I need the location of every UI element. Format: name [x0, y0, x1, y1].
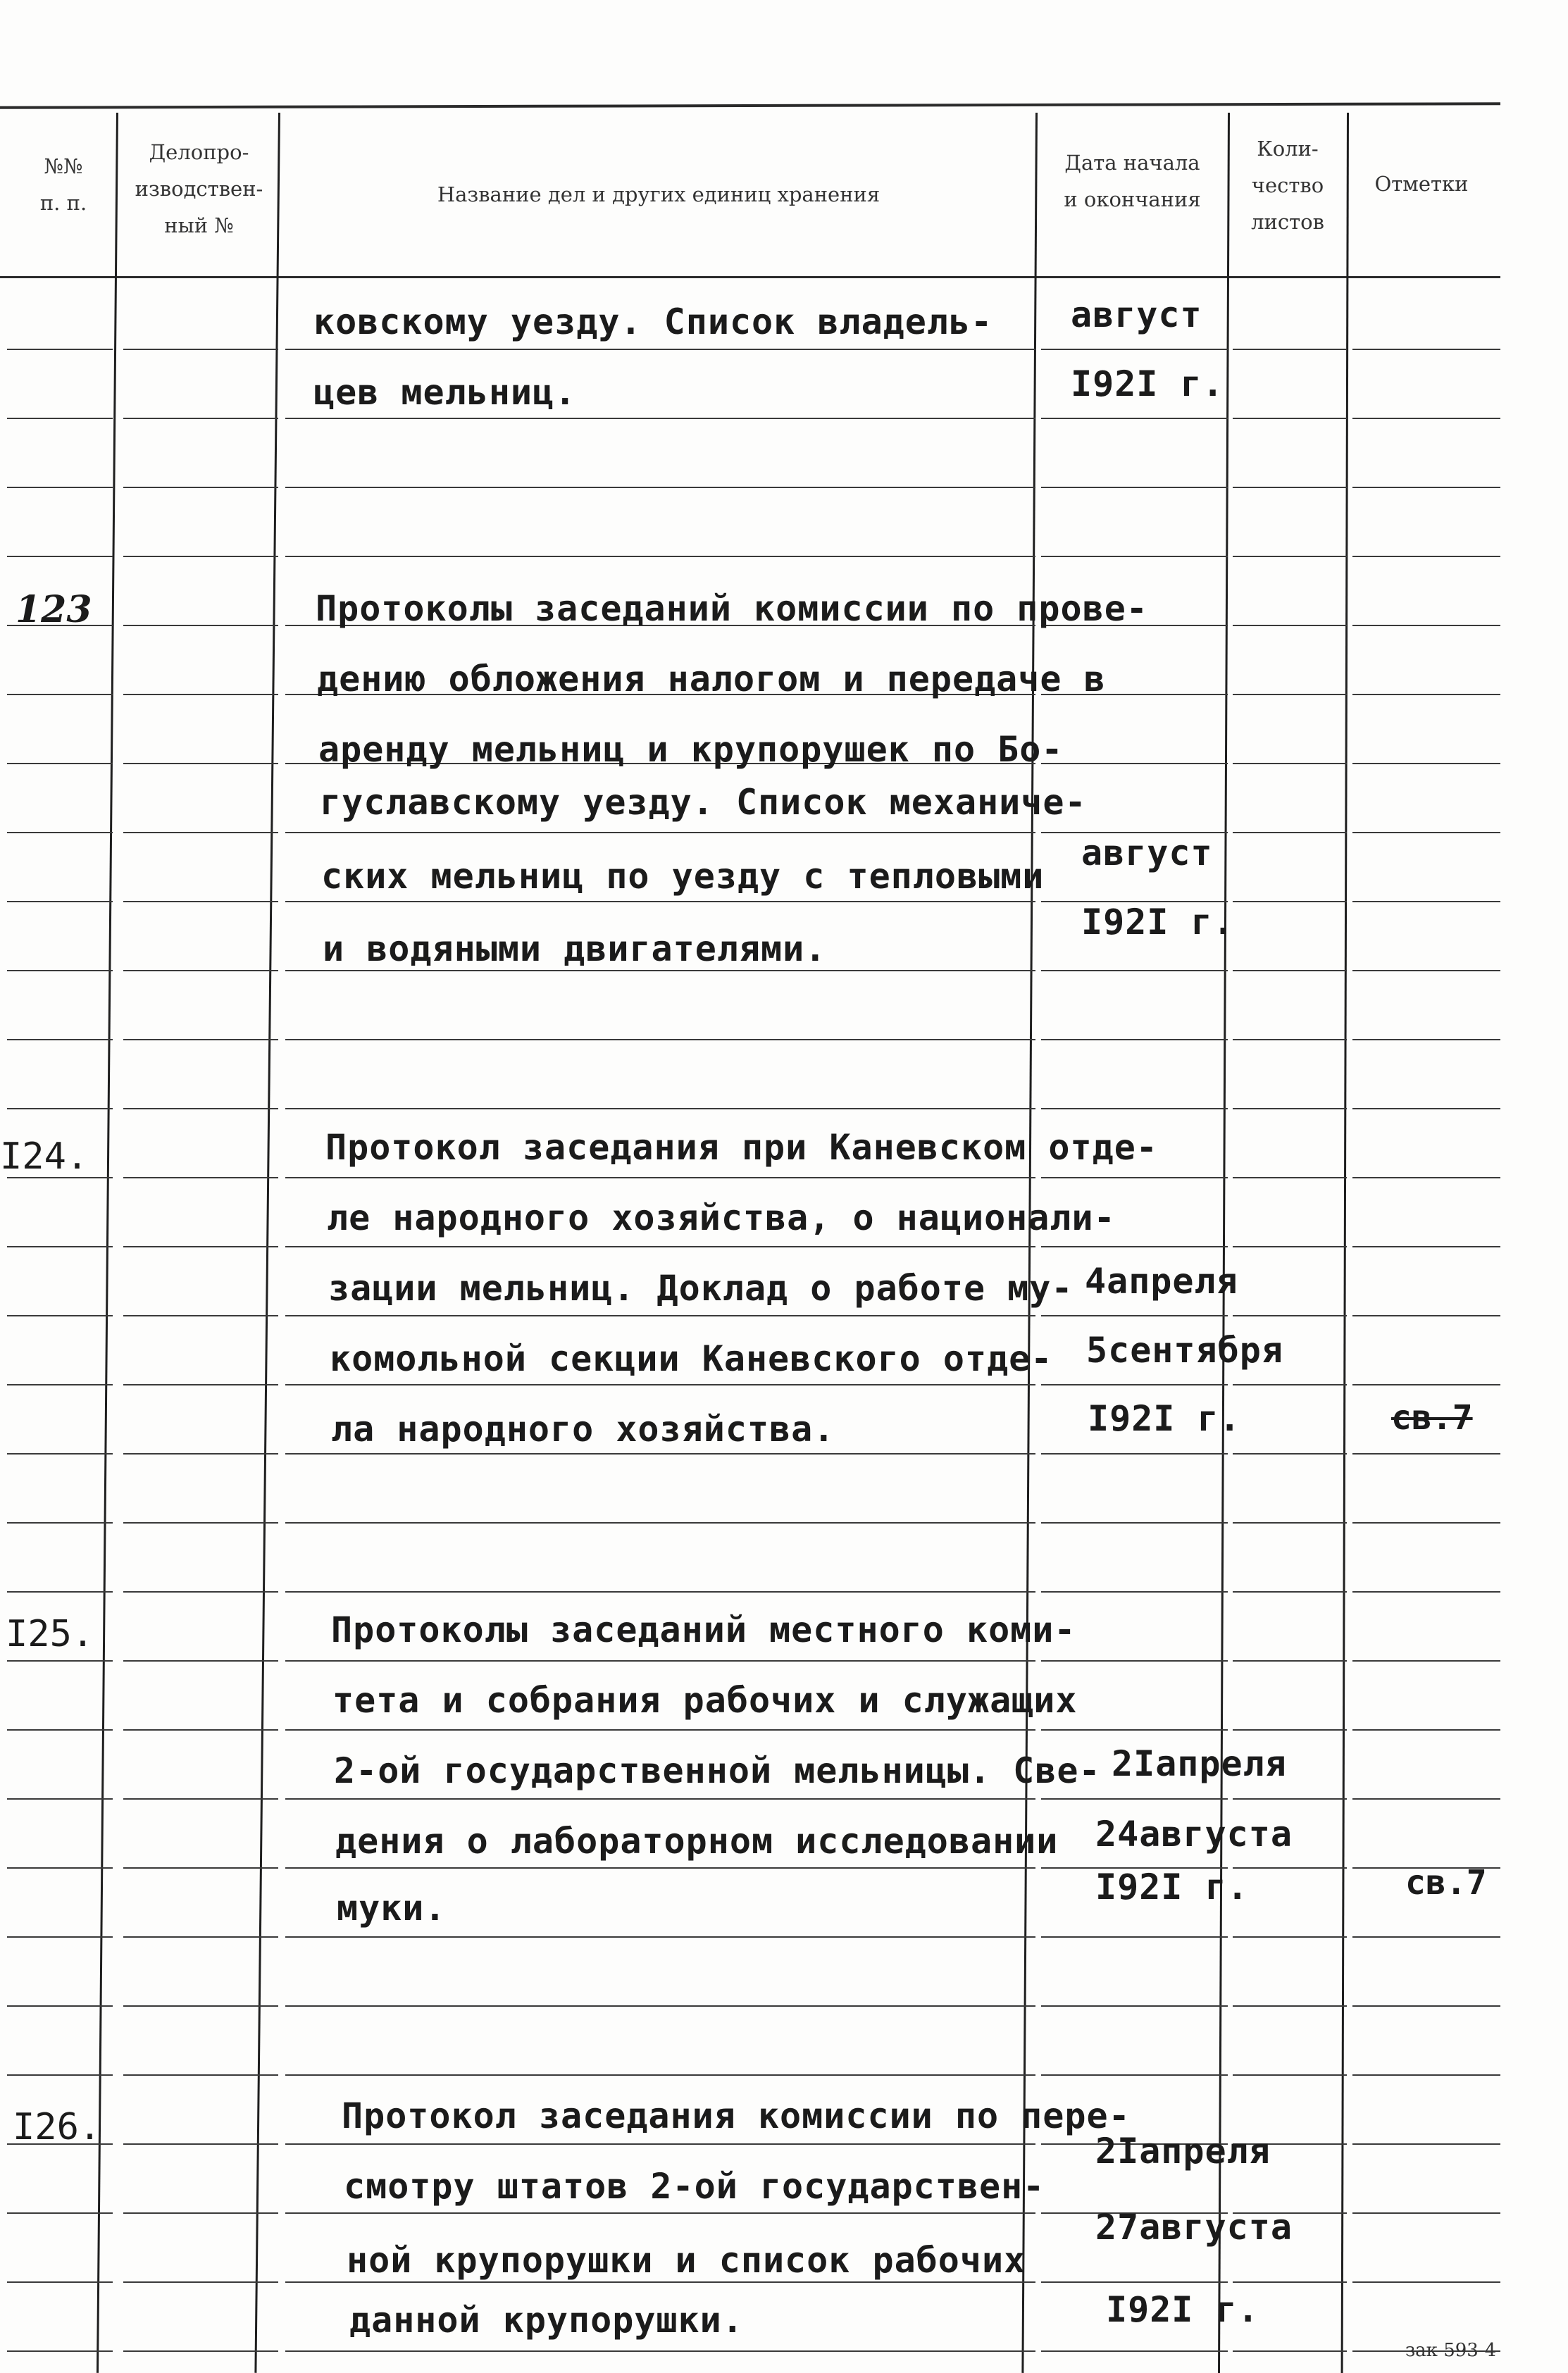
entry-123-date-2: I92I г.	[1081, 902, 1235, 942]
ruled-line	[1352, 349, 1500, 350]
ruled-line	[285, 2281, 1035, 2283]
ruled-line	[7, 1660, 113, 1662]
ruled-line	[7, 1522, 113, 1524]
ruled-line	[1233, 1177, 1347, 1178]
entry-125-line-5: муки.	[337, 1888, 447, 1929]
ruled-line	[1233, 1867, 1347, 1869]
header-col-title: Название дел и других единиц хранения	[437, 182, 881, 206]
divider-5	[1341, 113, 1349, 2373]
ruled-line	[123, 2281, 278, 2283]
ruled-line	[1041, 1246, 1228, 1247]
ruled-line	[285, 2143, 1035, 2145]
entry-126-line-4: данной крупорушки.	[349, 2300, 744, 2341]
ruled-line	[1233, 1384, 1347, 1385]
ruled-line	[285, 1039, 1035, 1040]
ruled-line	[1233, 418, 1347, 419]
entry-123-line-3: аренду мельниц и крупорушек по Бо-	[318, 729, 1064, 770]
ruled-line	[123, 2074, 278, 2076]
ruled-line	[123, 349, 278, 350]
ruled-line	[7, 418, 113, 419]
ruled-line	[285, 1522, 1035, 1524]
ruled-line	[1041, 349, 1228, 350]
ruled-line	[1352, 901, 1500, 902]
ruled-line	[1352, 625, 1500, 626]
ruled-line	[123, 1453, 278, 1455]
ruled-line	[1041, 1108, 1228, 1109]
ruled-line	[1041, 763, 1228, 764]
entry-126-line-2: смотру штатов 2-ой государствен-	[344, 2166, 1045, 2207]
ruled-line	[123, 1177, 278, 1178]
ruled-line	[1233, 2281, 1347, 2283]
ruled-line	[285, 418, 1035, 419]
ruled-line	[123, 832, 278, 833]
ruled-line	[7, 2005, 113, 2007]
ruled-line	[285, 1936, 1035, 1938]
ruled-line	[285, 1453, 1035, 1455]
ruled-line	[1041, 970, 1228, 971]
ruled-line	[7, 1867, 113, 1869]
entry-123-line-6: и водяными двигателями.	[323, 928, 827, 969]
ruled-line	[1352, 832, 1500, 833]
ruled-line	[285, 970, 1035, 971]
divider-1	[97, 113, 118, 2373]
ruled-line	[1041, 487, 1228, 488]
ruled-line	[285, 1867, 1035, 1869]
ruled-line	[285, 2350, 1035, 2352]
ruled-line	[1233, 2350, 1347, 2352]
ruled-line	[1352, 970, 1500, 971]
ruled-line	[1352, 1039, 1500, 1040]
ruled-line	[123, 694, 278, 695]
header-col-sheets: Коли- чество листов	[1251, 137, 1324, 234]
entry-123-number: 123	[15, 588, 92, 631]
ruled-line	[7, 1246, 113, 1247]
ruled-line	[123, 901, 278, 902]
ruled-line	[7, 2212, 113, 2214]
ruled-line	[123, 1591, 278, 1593]
ruled-line	[7, 901, 113, 902]
entry-126-line-3: ной крупорушки и список рабочих	[347, 2240, 1026, 2281]
ruled-line	[123, 1867, 278, 1869]
ruled-line	[7, 970, 113, 971]
ruled-line	[285, 1591, 1035, 1593]
continuation-line-1: ковскому уезду. Список владель-	[313, 301, 993, 342]
ruled-line	[123, 1522, 278, 1524]
entry-125-line-3: 2-ой государственной мельницы. Све-	[334, 1750, 1101, 1791]
ruled-line	[1352, 2005, 1500, 2007]
ruled-line	[7, 2350, 113, 2352]
ruled-line	[7, 832, 113, 833]
ruled-line	[1233, 1108, 1347, 1109]
ruled-line	[1041, 1384, 1228, 1385]
ruled-line	[123, 2005, 278, 2007]
ruled-line	[123, 1246, 278, 1247]
ruled-line	[285, 1246, 1035, 1247]
ruled-line	[7, 556, 113, 557]
ruled-line	[1041, 1591, 1228, 1593]
header-top-rule	[0, 102, 1500, 109]
ruled-line	[1041, 2350, 1228, 2352]
ruled-line	[285, 2005, 1035, 2007]
ruled-line	[123, 1936, 278, 1938]
ruled-line	[1233, 2074, 1347, 2076]
ruled-line	[1352, 556, 1500, 557]
entry-124-note: св.7	[1391, 1398, 1473, 1438]
ruled-line	[1352, 2074, 1500, 2076]
ruled-line	[1352, 418, 1500, 419]
ruled-line	[285, 1108, 1035, 1109]
ruled-line	[1233, 349, 1347, 350]
ruled-line	[1233, 625, 1347, 626]
ruled-line	[1352, 1453, 1500, 1455]
ruled-line	[7, 1384, 113, 1385]
entry-124-number: I24.	[0, 1135, 89, 1178]
ruled-line	[1352, 1108, 1500, 1109]
ruled-line	[123, 1660, 278, 1662]
ruled-line	[7, 1039, 113, 1040]
ruled-line	[285, 2074, 1035, 2076]
ruled-line	[1041, 1729, 1228, 1731]
entry-125-line-2: тета и собрания рабочих и служащих	[332, 1680, 1078, 1721]
ruled-line	[123, 1384, 278, 1385]
ruled-line	[7, 487, 113, 488]
ruled-line	[7, 1798, 113, 1800]
ruled-line	[1233, 832, 1347, 833]
ruled-line	[123, 625, 278, 626]
ruled-line	[7, 2281, 113, 2283]
entry-124-line-2: ле народного хозяйства, о национали-	[327, 1197, 1116, 1238]
ruled-line	[1352, 1660, 1500, 1662]
ruled-line	[1041, 2074, 1228, 2076]
ruled-line	[285, 832, 1035, 833]
ruled-line	[285, 1660, 1035, 1662]
ruled-line	[123, 2350, 278, 2352]
ruled-line	[1233, 556, 1347, 557]
entry-124-line-3: зации мельниц. Доклад о работе му-	[328, 1268, 1074, 1309]
ruled-line	[123, 1729, 278, 1731]
ruled-line	[1352, 1936, 1500, 1938]
entry-125-date-1: 2Iапреля	[1112, 1743, 1287, 1784]
divider-2	[254, 113, 280, 2373]
ruled-line	[1041, 2005, 1228, 2007]
continuation-date-2: I92I г.	[1071, 363, 1224, 404]
ruled-line	[1233, 970, 1347, 971]
ruled-line	[1352, 1591, 1500, 1593]
ruled-line	[285, 2212, 1035, 2214]
ruled-line	[1352, 1522, 1500, 1524]
ruled-line	[1233, 1039, 1347, 1040]
ruled-line	[1233, 1729, 1347, 1731]
ruled-line	[1352, 1177, 1500, 1178]
continuation-date-1: август	[1071, 294, 1202, 335]
entry-123-line-1: Протоколы заседаний комиссии по прове-	[316, 588, 1148, 629]
ruled-line	[7, 349, 113, 350]
ruled-line	[123, 763, 278, 764]
ruled-line	[7, 694, 113, 695]
ruled-line	[1041, 1177, 1228, 1178]
ruled-line	[285, 1729, 1035, 1731]
entry-124-line-4: комольной секции Каневского отде-	[330, 1338, 1053, 1379]
ruled-line	[1352, 763, 1500, 764]
order-footer: зак 593-4	[1405, 2340, 1497, 2361]
ruled-line	[7, 1108, 113, 1109]
ruled-line	[285, 487, 1035, 488]
ruled-line	[1233, 1660, 1347, 1662]
ruled-line	[1041, 1315, 1228, 1316]
ruled-line	[7, 1453, 113, 1455]
entry-123-date-1: август	[1081, 833, 1213, 873]
entry-124-date-3: I92I г.	[1088, 1398, 1241, 1439]
entry-123-line-2: дению обложения налогом и передаче в	[317, 659, 1106, 699]
ruled-line	[1233, 1798, 1347, 1800]
ruled-line	[123, 1108, 278, 1109]
ruled-line	[1233, 1453, 1347, 1455]
continuation-line-2: цев мельниц.	[313, 372, 577, 413]
ruled-line	[1233, 763, 1347, 764]
header-bottom-rule	[0, 276, 1500, 278]
ruled-line	[7, 1936, 113, 1938]
ruled-line	[123, 1315, 278, 1316]
ruled-line	[1352, 487, 1500, 488]
ruled-line	[1233, 2005, 1347, 2007]
ruled-line	[285, 556, 1035, 557]
ruled-line	[123, 970, 278, 971]
ruled-line	[1233, 1591, 1347, 1593]
ruled-line	[123, 2212, 278, 2214]
ruled-line	[1041, 2281, 1228, 2283]
ruled-line	[1233, 1315, 1347, 1316]
ruled-line	[1352, 694, 1500, 695]
entry-126-number: I26.	[13, 2106, 101, 2148]
entry-124-date-2: 5сентября	[1086, 1330, 1283, 1371]
entry-124-line-5: ла народного хозяйства.	[331, 1409, 835, 1450]
entry-125-line-4: дения о лабораторном исследовании	[335, 1821, 1059, 1862]
entry-125-date-3: I92I г.	[1095, 1867, 1249, 1907]
entry-126-date-2: 27августа	[1095, 2207, 1293, 2248]
ruled-line	[1352, 1246, 1500, 1247]
ruled-line	[123, 1798, 278, 1800]
ruled-line	[1041, 1798, 1228, 1800]
entry-126-date-1: 2Iапреля	[1095, 2131, 1271, 2172]
entry-125-line-1: Протоколы заседаний местного коми-	[331, 1609, 1076, 1650]
ruled-line	[285, 1177, 1035, 1178]
ruled-line	[123, 556, 278, 557]
entry-126-line-1: Протокол заседания комиссии по пере-	[342, 2095, 1131, 2136]
ruled-line	[1233, 1246, 1347, 1247]
ruled-line	[123, 418, 278, 419]
entry-125-date-2: 24августа	[1095, 1814, 1293, 1855]
entry-126-date-3: I92I г.	[1106, 2289, 1259, 2330]
entry-123-line-5: ских мельниц по уезду с тепловыми	[321, 856, 1045, 897]
entry-125-note: св.7	[1405, 1863, 1487, 1902]
ruled-line	[285, 1798, 1035, 1800]
ruled-line	[7, 2074, 113, 2076]
entry-123-line-4: гуславскому уезду. Список механиче-	[320, 782, 1087, 823]
ruled-line	[1041, 1039, 1228, 1040]
ruled-line	[1352, 1729, 1500, 1731]
ruled-line	[123, 1039, 278, 1040]
ruled-line	[1352, 1384, 1500, 1385]
ruled-line	[1352, 1315, 1500, 1316]
ruled-line	[285, 1315, 1035, 1316]
divider-4	[1218, 113, 1230, 2373]
ruled-line	[1041, 1660, 1228, 1662]
ruled-line	[7, 1591, 113, 1593]
ruled-line	[285, 1384, 1035, 1385]
ruled-line	[1041, 1453, 1228, 1455]
ruled-line	[285, 901, 1035, 902]
ruled-line	[1233, 901, 1347, 902]
ruled-line	[1041, 418, 1228, 419]
entry-125-number: I25.	[6, 1613, 94, 1655]
header-col-notes: Отметки	[1374, 172, 1469, 196]
divider-3	[1021, 113, 1038, 2373]
ruled-line	[7, 1315, 113, 1316]
ruled-line	[1352, 2281, 1500, 2283]
ruled-line	[123, 2143, 278, 2145]
ruled-line	[1041, 1522, 1228, 1524]
header-col-office: Делопро- изводствен- ный №	[135, 140, 263, 237]
ruled-line	[285, 349, 1035, 350]
entry-124-line-1: Протокол заседания при Каневском отде-	[325, 1127, 1158, 1168]
ruled-line	[1041, 556, 1228, 557]
ruled-line	[1041, 1936, 1228, 1938]
ruled-line	[1352, 2212, 1500, 2214]
header-col-dates: Дата начала и окончания	[1064, 151, 1201, 211]
ruled-line	[1352, 1798, 1500, 1800]
ruled-line	[1233, 694, 1347, 695]
ruled-line	[1233, 1522, 1347, 1524]
entry-124-date-1: 4апреля	[1085, 1261, 1238, 1302]
header-col-num: №№ п. п.	[39, 154, 87, 215]
ruled-line	[7, 1729, 113, 1731]
ruled-line	[1352, 2143, 1500, 2145]
ruled-line	[7, 763, 113, 764]
ruled-line	[123, 487, 278, 488]
ruled-line	[1233, 487, 1347, 488]
ruled-line	[1233, 1936, 1347, 1938]
